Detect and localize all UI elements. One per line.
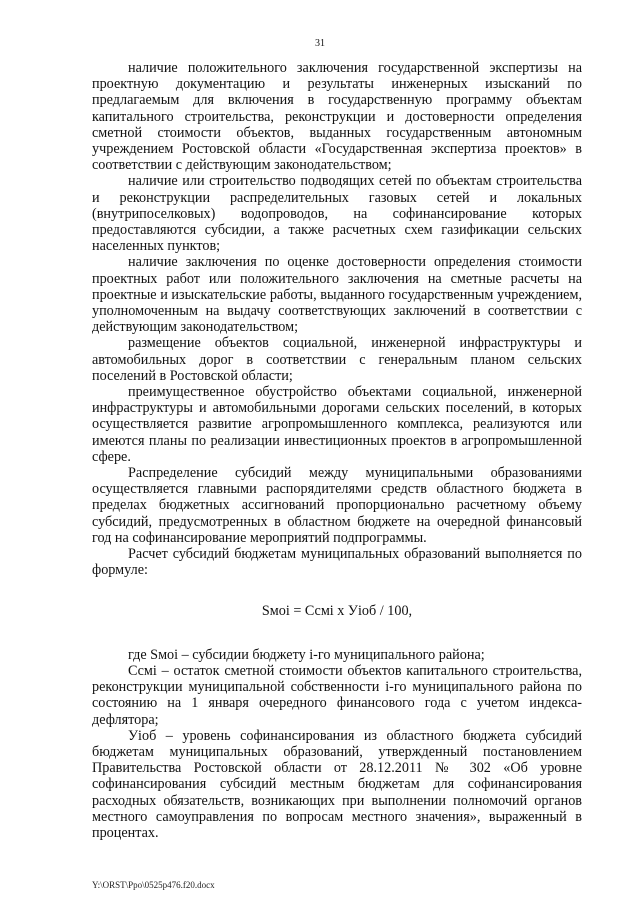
paragraph-priority-development: преимущественное обустройство объектами социальной, инженерной инфраструктуры и автомобильными дорогами сельских поселений, в которых осуществляется развитие агропромышленного комплекса, реализуются или имеются планы по реализации инвестиционных проектов в агропромышленной сфере.: [92, 384, 582, 465]
paragraph-expertise-conclusion: наличие положительного заключения государственной экспертизы на проектную документацию и результаты инженерных изысканий по предлагаемым для включения в государственную программу объектам капитального строительства, реконструкции и достоверности определения сметной стоимости объектов, выданных государственным автономным учреждением Ростовской области «Государственная экспертиза проектов» в соответствии с действующим законодательством;: [92, 60, 582, 174]
page-number: 31: [315, 38, 325, 49]
paragraph-master-plan: размещение объектов социальной, инженерной инфраструктуры и автомобильных дорог в соответствии с генеральным планом сельских поселений в Ростовской области;: [92, 335, 582, 384]
paragraph-cost-assessment: наличие заключения по оценке достоверности определения стоимости проектных работ или положительного заключения на сметные расчеты на проектные и изыскательские работы, выданного государственным учреждением, уполномоченным на выдачу соответствующих заключений в соответствии с действующим законодательством;: [92, 254, 582, 336]
paragraph-calculation-intro: Расчет субсидий бюджетам муниципальных образований выполняется по формуле:: [92, 546, 582, 579]
definition-smoi: где Sмоi – субсидии бюджету i-го муниципального района;: [128, 646, 485, 663]
file-path-footer: Y:\ORST\Ppo\0525p476.f20.docx: [92, 880, 215, 890]
definition-uiob: Уioб – уровень софинансирования из областного бюджета субсидий бюджетам муниципальных образований, утвержденный постановлением Правительства Ростовской области от 28.12.2011 № 302 «Об уровне софинансирования субсидий местным бюджетам для софинансирования расходных обязательств, возникающих при выполнении полномочий органов местного самоуправления по вопросам местного значения», выраженный в процентах.: [92, 727, 582, 841]
paragraph-supply-networks: наличие или строительство подводящих сетей по объектам строительства и реконструкции распределительных газовых сетей и локальных (внутрипоселковых) водопроводов, на софинансирование которых предоставляются субсидии, а также расчетных схем газификации сельских населенных пунктов;: [92, 173, 582, 255]
subsidy-formula: Sмоi = Ссмi x Уioб / 100,: [261, 602, 413, 619]
document-body: [92, 60, 582, 841]
definition-ssmi: Ссмi – остаток сметной стоимости объектов капитального строительства, реконструкции муниципальной собственности i-го муниципального района по состоянию на 1 января очередного финансового года с учетом индекса-дефлятора;: [92, 662, 582, 728]
paragraph-subsidy-distribution: Распределение субсидий между муниципальными образованиями осуществляется главными распорядителями средств областного бюджета в пределах бюджетных ассигнований пропорционально расчетному объему субсидий, предусмотренных в областном бюджете на очередной финансовый год на софинансирование мероприятий подпрограммы.: [92, 465, 582, 546]
